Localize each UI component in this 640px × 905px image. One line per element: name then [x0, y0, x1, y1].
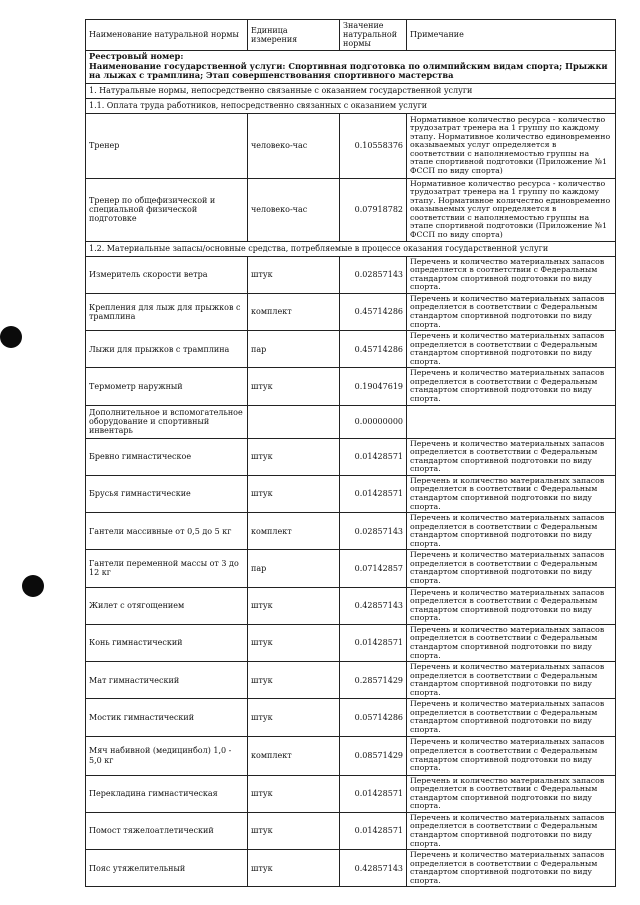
resource-note: Перечень и количество материальных запасов определяется в соответствии с Федеральным стандартом спортивной подготовки по виду спорта. [407, 699, 616, 736]
resource-name: Тренер [86, 113, 248, 178]
resource-name: Пояс утяжелительный [86, 850, 248, 887]
resource-unit: штук [248, 256, 340, 293]
resource-note: Перечень и количество материальных запасов определяется в соответствии с Федеральным стандартом спортивной подготовки по виду спорта. [407, 438, 616, 475]
resource-note: Перечень и количество материальных запасов определяется в соответствии с Федеральным стандартом спортивной подготовки по виду спорта. [407, 475, 616, 512]
header-name: Наименование натуральной нормы [86, 20, 248, 51]
table-row [86, 368, 616, 405]
resource-unit: комплект [248, 293, 340, 330]
table-row [86, 178, 616, 241]
resource-value: 0.02857143 [340, 256, 407, 293]
resource-unit [248, 405, 340, 438]
table-row [86, 662, 616, 699]
resource-name: Мяч набивной (медицинбол) 1,0 - 5,0 кг [86, 736, 248, 775]
section-row [86, 83, 616, 98]
resource-value: 0.45714286 [340, 293, 407, 330]
resource-value: 0.02857143 [340, 513, 407, 550]
punch-hole-bottom [22, 575, 44, 597]
section-1-1: 1.1. Оплата труда работников, непосредственно связанных с оказанием услуги [86, 98, 616, 113]
section-row [86, 98, 616, 113]
table-row [86, 775, 616, 812]
resource-value: 0.01428571 [340, 624, 407, 661]
resource-note: Нормативное количество ресурса - количество трудозатрат тренера на 1 группу по каждому этапу. Нормативное количество единовременно оказываемых услуг определяется в соответствии с наполняемостью группы на этапе спортивной подготовки (Приложение №1 ФССП по виду спорта) [407, 178, 616, 241]
table-row [86, 699, 616, 736]
resource-unit: штук [248, 699, 340, 736]
resource-unit: штук [248, 368, 340, 405]
resource-name: Мат гимнастический [86, 662, 248, 699]
resource-note: Перечень и количество материальных запасов определяется в соответствии с Федеральным стандартом спортивной подготовки по виду спорта. [407, 331, 616, 368]
resource-unit: штук [248, 775, 340, 812]
resource-value: 0.42857143 [340, 587, 407, 624]
resource-unit: штук [248, 587, 340, 624]
resource-unit: комплект [248, 513, 340, 550]
resource-unit: пар [248, 550, 340, 587]
resource-unit: человеко-час [248, 178, 340, 241]
resource-note: Перечень и количество материальных запасов определяется в соответствии с Федеральным стандартом спортивной подготовки по виду спорта. [407, 587, 616, 624]
resource-unit: комплект [248, 736, 340, 775]
section-row [86, 241, 616, 256]
norms-table [85, 19, 616, 887]
section-1-2: 1.2. Материальные запасы/основные средства, потребляемые в процессе оказания государственной услуги [86, 241, 616, 256]
resource-note: Перечень и количество материальных запасов определяется в соответствии с Федеральным стандартом спортивной подготовки по виду спорта. [407, 368, 616, 405]
resource-value: 0.01428571 [340, 775, 407, 812]
resource-unit: штук [248, 624, 340, 661]
table-row [86, 293, 616, 330]
resource-note: Перечень и количество материальных запасов определяется в соответствии с Федеральным стандартом спортивной подготовки по виду спорта. [407, 256, 616, 293]
resource-name: Гантели переменной массы от 3 до 12 кг [86, 550, 248, 587]
resource-name: Тренер по общефизической и специальной физической подготовке [86, 178, 248, 241]
resource-note: Перечень и количество материальных запасов определяется в соответствии с Федеральным стандартом спортивной подготовки по виду спорта. [407, 624, 616, 661]
table-row [86, 812, 616, 849]
registry-number: Реестровый номер: [89, 51, 184, 62]
table-row [86, 513, 616, 550]
resource-value: 0.10558376 [340, 113, 407, 178]
resource-value: 0.19047619 [340, 368, 407, 405]
header-note: Примечание [407, 20, 616, 51]
header-row [86, 20, 616, 51]
resource-name: Гантели массивные от 0,5 до 5 кг [86, 513, 248, 550]
resource-note: Перечень и количество материальных запасов определяется в соответствии с Федеральным стандартом спортивной подготовки по виду спорта. [407, 550, 616, 587]
table-row [86, 550, 616, 587]
table-row [86, 736, 616, 775]
resource-unit: штук [248, 438, 340, 475]
resource-value: 0.00000000 [340, 405, 407, 438]
resource-name: Лыжи для прыжков с трамплина [86, 331, 248, 368]
resource-name: Помост тяжелоатлетический [86, 812, 248, 849]
resource-value: 0.01428571 [340, 438, 407, 475]
resource-name: Крепления для лыж для прыжков с трамплина [86, 293, 248, 330]
section-1: 1. Натуральные нормы, непосредственно связанные с оказанием государственной услуги [86, 83, 616, 98]
resource-unit: штук [248, 475, 340, 512]
resource-note: Нормативное количество ресурса - количество трудозатрат тренера на 1 группу по каждому этапу. Нормативное количество единовременно оказываемых услуг определяется в соответствии с наполняемостью группы на этапе спортивной подготовки (Приложение №1 ФССП по виду спорта) [407, 113, 616, 178]
resource-unit: штук [248, 812, 340, 849]
table-row [86, 113, 616, 178]
resource-note [407, 405, 616, 438]
resource-name: Брусья гимнастические [86, 475, 248, 512]
resource-value: 0.07918782 [340, 178, 407, 241]
resource-value: 0.05714286 [340, 699, 407, 736]
resource-value: 0.45714286 [340, 331, 407, 368]
resource-note: Перечень и количество материальных запасов определяется в соответствии с Федеральным стандартом спортивной подготовки по виду спорта. [407, 293, 616, 330]
resource-unit: пар [248, 331, 340, 368]
resource-note: Перечень и количество материальных запасов определяется в соответствии с Федеральным стандартом спортивной подготовки по виду спорта. [407, 775, 616, 812]
resource-note: Перечень и количество материальных запасов определяется в соответствии с Федеральным стандартом спортивной подготовки по виду спорта. [407, 812, 616, 849]
resource-value: 0.07142857 [340, 550, 407, 587]
resource-name: Дополнительное и вспомогательное оборудование и спортивный инвентарь [86, 405, 248, 438]
resource-value: 0.01428571 [340, 812, 407, 849]
resource-name: Конь гимнастический [86, 624, 248, 661]
resource-name: Бревно гимнастическое [86, 438, 248, 475]
resource-unit: человеко-час [248, 113, 340, 178]
resource-unit: штук [248, 850, 340, 887]
service-title-row [86, 50, 616, 83]
table-row [86, 475, 616, 512]
header-value: Значение натуральной нормы [340, 20, 407, 51]
resource-note: Перечень и количество материальных запасов определяется в соответствии с Федеральным стандартом спортивной подготовки по виду спорта. [407, 850, 616, 887]
resource-name: Измеритель скорости ветра [86, 256, 248, 293]
resource-value: 0.28571429 [340, 662, 407, 699]
table-row [86, 256, 616, 293]
resource-value: 0.08571429 [340, 736, 407, 775]
punch-hole-top [0, 326, 22, 348]
table-row [86, 438, 616, 475]
resource-note: Перечень и количество материальных запасов определяется в соответствии с Федеральным стандартом спортивной подготовки по виду спорта. [407, 736, 616, 775]
table-row [86, 850, 616, 887]
header-unit: Единица измерения [248, 20, 340, 51]
resource-name: Мостик гимнастический [86, 699, 248, 736]
resource-name: Термометр наружный [86, 368, 248, 405]
resource-note: Перечень и количество материальных запасов определяется в соответствии с Федеральным стандартом спортивной подготовки по виду спорта. [407, 662, 616, 699]
resource-name: Жилет с отягощением [86, 587, 248, 624]
resource-note: Перечень и количество материальных запасов определяется в соответствии с Федеральным стандартом спортивной подготовки по виду спорта. [407, 513, 616, 550]
resource-name: Перекладина гимнастическая [86, 775, 248, 812]
table-row [86, 331, 616, 368]
table-row [86, 405, 616, 438]
table-row [86, 587, 616, 624]
table-row [86, 624, 616, 661]
resource-value: 0.01428571 [340, 475, 407, 512]
resource-unit: штук [248, 662, 340, 699]
service-title: Наименование государственной услуги: Спортивная подготовка по олимпийским видам спорта; Прыжки на лыжах с трамплина; Этап совершенствования спортивного мастерства [89, 60, 608, 81]
resource-value: 0.42857143 [340, 850, 407, 887]
